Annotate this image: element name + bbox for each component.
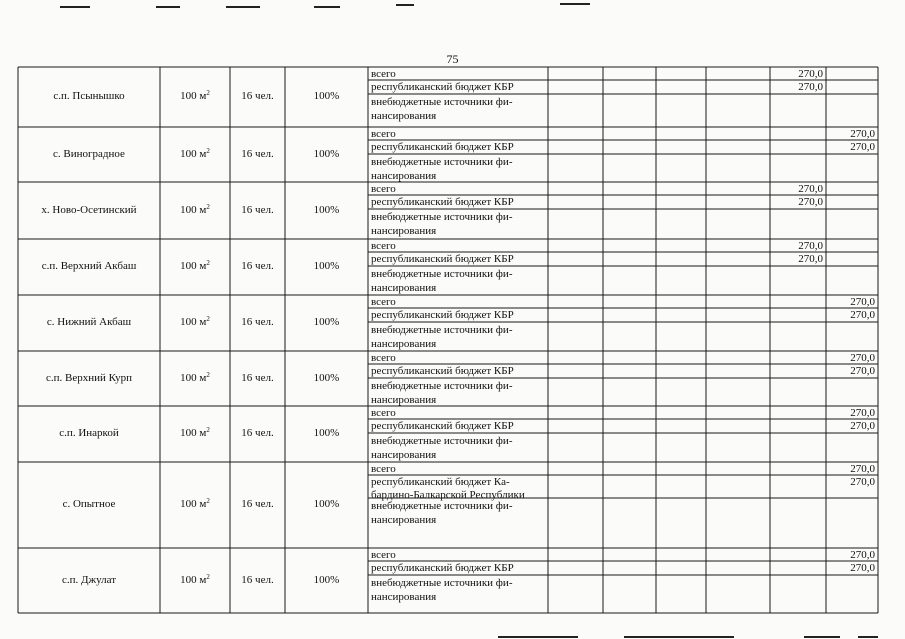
coverage-percent: 100% (313, 371, 340, 384)
area-unit-exponent: 2 (206, 572, 210, 581)
source-budget-label: республиканский бюджет КБР (371, 141, 514, 153)
source-budget-label: республиканский бюджет КБР (371, 196, 514, 208)
source-total-label: всего (371, 352, 396, 364)
source-budget-label: республиканский бюджет Ка- (371, 476, 510, 488)
source-extrabudget-label: нансирования (371, 514, 437, 526)
amount-total: 270,0 (850, 549, 875, 561)
source-budget-label: бардино-Балкарской Республики (371, 489, 525, 501)
settlement-name: с. Нижний Акбаш (46, 316, 132, 328)
source-extrabudget-label: внебюджетные источники фи- (371, 268, 513, 280)
people-count: 16 чел. (241, 316, 274, 328)
coverage-percent: 100% (313, 203, 340, 216)
people-count: 16 чел. (241, 260, 274, 272)
amount-total: 270,0 (850, 296, 875, 308)
people-count: 16 чел. (241, 203, 274, 216)
settlement-name: с.п. Инаркой (59, 427, 119, 439)
coverage-percent: 100% (313, 260, 340, 272)
source-extrabudget-label: нансирования (371, 170, 437, 182)
area-unit-exponent: 2 (206, 259, 210, 267)
source-total-label: всего (371, 128, 396, 140)
area-number: 100 м (180, 147, 207, 160)
area-value (160, 316, 230, 329)
area-value (160, 498, 230, 511)
area-unit-exponent: 2 (206, 426, 210, 434)
source-budget-label: республиканский бюджет КБР (371, 81, 514, 93)
area-value (160, 90, 230, 103)
people-count: 16 чел. (241, 371, 274, 384)
source-total-label: всего (371, 549, 396, 561)
source-total-label: всего (371, 183, 396, 195)
settlement-name: с. Опытное (62, 498, 116, 510)
area-unit-exponent: 2 (206, 202, 210, 211)
area-unit-exponent: 2 (206, 370, 210, 379)
coverage-percent: 100% (313, 316, 340, 328)
source-extrabudget-label: нансирования (371, 225, 437, 237)
source-extrabudget-label: внебюджетные источники фи- (371, 324, 513, 336)
source-extrabudget-label: внебюджетные источники фи- (371, 211, 513, 223)
people-count: 16 чел. (241, 573, 274, 586)
area-unit-exponent: 2 (206, 315, 210, 323)
people-count: 16 чел. (241, 90, 274, 102)
amount-budget: 270,0 (798, 196, 823, 208)
amount-total: 270,0 (798, 183, 823, 195)
source-total-label: всего (371, 463, 396, 475)
source-extrabudget-label: нансирования (371, 591, 437, 603)
area-number: 100 м (180, 498, 207, 510)
amount-budget: 270,0 (798, 253, 823, 265)
source-extrabudget-label: нансирования (371, 394, 437, 406)
amount-budget: 270,0 (850, 309, 875, 321)
coverage-percent: 100% (313, 147, 340, 160)
source-budget-label: республиканский бюджет КБР (371, 253, 514, 265)
source-extrabudget-label: внебюджетные источники фи- (371, 380, 513, 392)
settlement-name: с.п. Псынышко (53, 90, 125, 102)
source-budget-label: республиканский бюджет КБР (371, 309, 514, 321)
area-value (160, 260, 230, 273)
area-number: 100 м (180, 573, 207, 586)
source-total-label: всего (371, 68, 396, 80)
source-extrabudget-label: нансирования (371, 449, 437, 461)
source-budget-label: республиканский бюджет КБР (371, 562, 514, 574)
settlement-name: с.п. Джулат (61, 573, 117, 586)
settlement-name: с.п. Верхний Акбаш (41, 260, 137, 272)
people-count: 16 чел. (241, 427, 274, 439)
amount-budget: 270,0 (850, 562, 875, 574)
area-number: 100 м (180, 427, 207, 439)
amount-total: 270,0 (850, 128, 875, 140)
coverage-percent: 100% (313, 498, 340, 510)
area-unit-exponent: 2 (206, 146, 210, 155)
amount-total: 270,0 (850, 352, 875, 364)
area-number: 100 м (180, 90, 207, 102)
source-budget-label: республиканский бюджет КБР (371, 365, 514, 377)
area-value (160, 204, 230, 217)
source-extrabudget-label: внебюджетные источники фи- (371, 156, 513, 168)
area-value (160, 148, 230, 161)
amount-total: 270,0 (798, 68, 823, 80)
people-count: 16 чел. (241, 147, 274, 160)
source-total-label: всего (371, 296, 396, 308)
amount-budget: 270,0 (850, 420, 875, 432)
amount-budget: 270,0 (798, 81, 823, 93)
area-unit-exponent: 2 (206, 497, 210, 505)
source-total-label: всего (371, 240, 396, 252)
area-value (160, 427, 230, 440)
amount-total: 270,0 (850, 463, 875, 475)
amount-total: 270,0 (798, 240, 823, 252)
source-budget-label: республиканский бюджет КБР (371, 420, 514, 432)
coverage-percent: 100% (313, 90, 340, 102)
source-extrabudget-label: нансирования (371, 110, 437, 122)
settlement-name: с.п. Верхний Курп (45, 371, 133, 384)
area-number: 100 м (180, 371, 207, 384)
coverage-percent: 100% (313, 427, 340, 439)
source-extrabudget-label: внебюджетные источники фи- (371, 500, 513, 512)
source-extrabudget-label: внебюджетные источники фи- (371, 435, 513, 447)
settlement-name: х. Ново-Осетинский (41, 203, 137, 216)
coverage-percent: 100% (313, 573, 340, 586)
amount-total: 270,0 (850, 407, 875, 419)
area-number: 100 м (180, 260, 207, 272)
people-count: 16 чел. (241, 498, 274, 510)
amount-budget: 270,0 (850, 141, 875, 153)
source-total-label: всего (371, 407, 396, 419)
amount-budget: 270,0 (850, 476, 875, 488)
area-value (160, 574, 230, 587)
source-extrabudget-label: нансирования (371, 282, 437, 294)
area-number: 100 м (180, 316, 207, 328)
area-unit-exponent: 2 (206, 89, 210, 97)
area-value (160, 372, 230, 385)
settlement-name: с. Виноградное (53, 147, 125, 160)
source-extrabudget-label: внебюджетные источники фи- (371, 96, 513, 108)
area-number: 100 м (180, 203, 207, 216)
page-number: 75 (446, 52, 459, 66)
source-extrabudget-label: внебюджетные источники фи- (371, 577, 513, 589)
amount-budget: 270,0 (850, 365, 875, 377)
source-extrabudget-label: нансирования (371, 338, 437, 350)
